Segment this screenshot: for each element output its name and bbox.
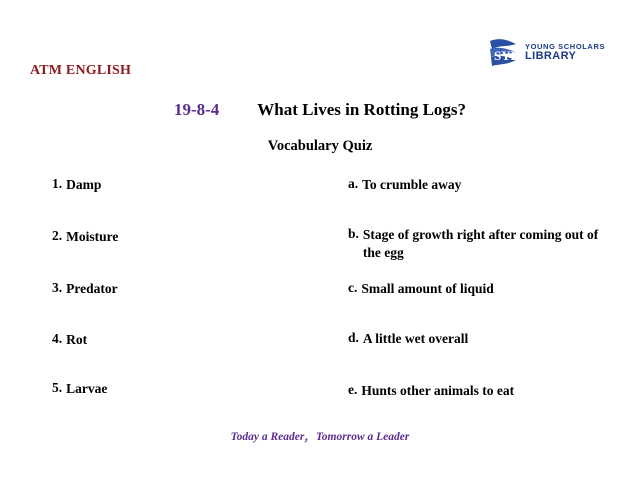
term-text: Larvae (66, 381, 108, 396)
logo-line-2: LIBRARY (525, 50, 577, 63)
list-item (52, 331, 87, 349)
page-title: What Lives in Rotting Logs? (257, 100, 467, 119)
list-item (348, 280, 608, 298)
footer-slogan: Today a Reader，Tomorrow a Leader (230, 431, 410, 443)
definition-text: A little wet overall (362, 331, 469, 346)
term-marker: 4. (52, 331, 63, 346)
list-item (348, 382, 608, 400)
syl-monogram-icon (486, 38, 520, 68)
svg-text:SYL: SYL (494, 48, 520, 63)
list-item (52, 228, 118, 246)
young-scholars-library-logo (486, 38, 605, 68)
definition-marker: b. (348, 226, 359, 241)
definition-text: Stage of growth right after coming out of the egg (362, 227, 599, 260)
definition-marker: a. (348, 176, 359, 191)
list-item (52, 380, 107, 398)
lesson-code: 19-8-4 (173, 100, 220, 119)
term-marker: 1. (52, 176, 63, 191)
list-item (348, 330, 608, 348)
page-subtitle: Vocabulary Quiz (267, 138, 373, 154)
brand-label: ATM ENGLISH (30, 63, 132, 78)
term-text: Damp (66, 177, 102, 192)
logo-line-1: YOUNG SCHOLARS (525, 42, 606, 52)
definition-marker: d. (348, 330, 359, 345)
logo-wordmark (525, 43, 605, 62)
term-marker: 3. (52, 280, 63, 295)
term-marker: 5. (52, 380, 63, 395)
term-text: Rot (66, 332, 88, 347)
definition-text: To crumble away (362, 177, 462, 192)
term-text: Predator (66, 281, 118, 296)
definition-text: Small amount of liquid (361, 281, 494, 296)
definition-text: Hunts other animals to eat (361, 383, 515, 398)
list-item (52, 280, 118, 298)
term-marker: 2. (52, 228, 63, 243)
term-text: Moisture (66, 229, 119, 244)
title-row (0, 100, 640, 120)
definition-marker: c. (348, 280, 358, 295)
list-item (52, 176, 101, 194)
list-item (348, 176, 608, 194)
list-item (348, 226, 608, 261)
definition-marker: e. (348, 382, 358, 397)
